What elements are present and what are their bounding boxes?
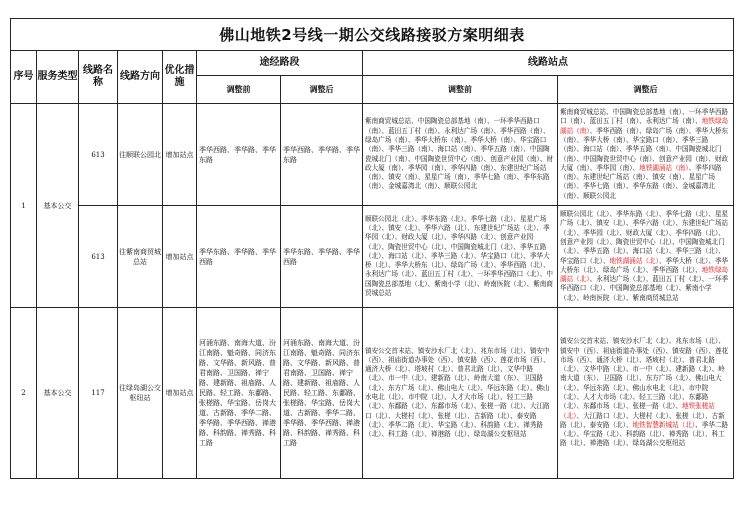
route-direction: 往顺联公园北: [118, 104, 163, 206]
route-number: 117: [79, 308, 118, 479]
connection-plan-table: [10, 18, 734, 479]
optimization-measure: 增加站点: [163, 206, 197, 308]
new-metro-station-text: 地铁绿岛湖站（北）: [560, 265, 729, 284]
new-metro-station-text: 地铁湖涌站（北）: [609, 256, 659, 265]
header-stations: 线路站点: [363, 51, 734, 76]
stations-after-text: [560, 337, 731, 449]
via-roads-after-text: 季华西路、季华路、季华东路: [283, 145, 360, 164]
row-index: 1: [11, 104, 37, 308]
row-service-type: 基本公交: [37, 308, 79, 479]
via-roads-after: [281, 308, 363, 479]
route-direction: 往紫南商贸城总站: [118, 206, 163, 308]
header-stations-after: 调整后: [558, 76, 734, 104]
station-text: 、季华二路（北）、华宝路（北）、科韵路（北）、禅秀路（北）、科工路（北）、禅港路（北）、绿岛湖公交枢纽站: [560, 420, 729, 448]
route-number: 613: [79, 104, 118, 206]
stations-after: [558, 308, 734, 479]
new-metro-station-text: 地铁智慧新城站（北）: [632, 420, 696, 429]
via-roads-before: [197, 206, 281, 308]
header-stations-before: 调整前: [363, 76, 558, 104]
route-number: 613: [79, 206, 118, 308]
station-text: 、季华四路（南）、东建世纪广场站（南）、镇安（南）、星星广场（南）、季华七路（南）、季华东路（南）、金城嘉湾北（南）、顺联公园北: [560, 163, 722, 200]
via-roads-before-text: 河涌东路、南海大道、汾江南路、魁奇路、同济东路、文华路、新风路、普君南路、卫国路、禅宁路、建新路、祖庙路、人民路、轻工路、东鄱路、张槎路、华宝路、岳岗大道、古新路、季华二路、季华路、季华西路、禅港路、科韵路、禅秀路、科工路: [199, 339, 276, 447]
via-roads-after-text: 河涌东路、南海大道、汾江南路、魁奇路、同济东路、文华路、新风路、普君南路、卫国路、禅宁路、建新路、祖庙路、人民路、轻工路、东鄱路、张槎路、华宝路、岳岗大道、古新路、季华二路、季华路、季华西路、禅港路、科韵路、禅秀路、科工路: [283, 339, 360, 447]
via-roads-after: [281, 206, 363, 308]
header-via-before: 调整前: [197, 76, 281, 104]
header-via-roads: 途经路段: [197, 51, 363, 76]
stations-before-text: 顺联公园北（北）、季华东路（北）、季华七路（北）、星星广场（北）、镇安（北）、季华六路（北）、东建世纪广场站（北）、季华园（北）、财政大厦（北）、季华四路（北）、创意产业园（北）、陶瓷世贸中心（北）、中国陶瓷城北门（北）、季华五路（北）、海口站（北）、季华三路（北）、华宝路口（北）、季华大桥（北）、季华大桥东（北）、绿岛广场（北）、季华西路（北）、永利达广场（北）、蓝田五丁村（北）、一环季华西路口（北）、中国陶瓷总部基地（北）、紫南小学（北）、岭南医院（北）、紫南商贸城总站: [365, 214, 553, 298]
via-roads-before: [197, 308, 281, 479]
row-service-type: 基本公交: [37, 104, 79, 308]
header-via-after: 调整后: [281, 76, 363, 104]
optimization-measure: 增加站点: [163, 308, 197, 479]
header-direction: 线路方向: [118, 51, 163, 104]
station-text: 、季华大桥（北）、季华大桥东（北）、绿岛广场（北）、季华西路（北）、: [560, 256, 729, 274]
stations-before-text: 紫南商贸城总站、中国陶瓷总部基地（南）、一环季华西路口（南）、蓝田五丁村（南）、永利达广场（南）、季华西路（南）、绿岛广场（南）、季华大桥东（南）、季华大桥（南）、华宝路口（南）、季华三路（南）、海口站（南）、季华五路（南）、中国陶瓷城北门（南）、中国陶瓷世贸中心（南）、创意产业园（南）、财政大厦（南）、季华园（南）、季华四路（南）、东建世纪广场站（南）、镇安（南）、星星广场（南）、季华七路（南）、季华东路（南）、金城嘉湾北（南）、顺联公园北: [365, 117, 553, 191]
stations-before: [363, 104, 558, 206]
new-metro-station-text: 地铁湖涌站（南）: [639, 163, 689, 172]
via-roads-after-text: 季华东路、季华路、季华西路: [283, 247, 360, 266]
optimization-measure: 增加站点: [163, 104, 197, 206]
stations-after: [558, 104, 734, 206]
header-service-type: 服务类型: [37, 51, 79, 104]
header-index: 序号: [11, 51, 37, 104]
stations-before: [363, 206, 558, 308]
header-route-name: 线路名称: [79, 51, 118, 104]
station-text: 顺联公园北（北）、季华东路（北）、季华七路（北）、星星广场（北）、镇安（北）、季华六路（北）、东建世纪广场站（北）、季华园（北）、财政大厦（北）、季华四路（北）、创意产业园（北）、陶瓷世贸中心（北）、中国陶瓷城北门（北）、季华五路（北）、海口站（北）、季华三路（北）、华宝路口（北）、: [560, 210, 729, 265]
route-direction: 往绿岛湖公交枢纽站: [118, 308, 163, 479]
new-metro-station-text: 地铁张槎站（北）: [560, 402, 715, 420]
stations-after: [558, 206, 734, 308]
via-roads-before-text: 季华西路、季华路、季华东路: [199, 145, 276, 164]
station-text: 、季华西路（南）、绿岛广场（南）、季华大桥东（南）、季华大桥（南）、华宝路口（南）、季华三路（南）、海口站（南）、季华五路（南）、中国陶瓷城北门（南）、中国陶瓷世贸中心（南）、创意产业园（南）、财政大厦（南）、季华园（南）、: [560, 126, 729, 172]
station-text: 紫南商贸城总站、中国陶瓷总部基地（南）、一环季华西路口（南）、蓝田五丁村（南）、永利达广场（南）、: [560, 108, 729, 126]
stations-before: [363, 308, 558, 479]
header-measure: 优化措施: [163, 51, 197, 104]
station-text: 、永利达广场（北）、蓝田五丁村（北）、一环季华西路口（北）、中国陶瓷总部基地（北）、紫南小学（北）、岭南医院（北）、紫南商贸城总站: [560, 275, 729, 302]
stations-after-text: [560, 108, 731, 201]
via-roads-before-text: 季华东路、季华路、季华西路: [199, 247, 276, 266]
station-text: 、大江路口（北）、大槎村（北）、张槎（北）、古新路（北）、泰安路（北）、: [560, 411, 725, 429]
new-metro-station-text: 地铁绿岛湖站（南）: [560, 117, 729, 135]
stations-after-text: [560, 210, 731, 303]
table-title: 佛山地铁2号线一期公交线路接驳方案明细表: [11, 19, 734, 51]
via-roads-after: [281, 104, 363, 206]
station-text: 镇安公交首末站、镇安沙水厂北（北）、兆东市场（北）、镇安中（西）、祖庙街道办事处（西）、镇安路（西）、莲花市场（西）、通济大桥（北）、塔坡村（北）、普君北路（北）、文华中路（北）、市一中（北）、建新路（北）、岭南大道（东）、卫国路（北）、东方广场（北）、佛山电大（北）、华远东路（北）、佛山水电北（北）、市中院（北）、人才大市场（北）、轻工三路（北）、东鄱路（北）、东鄱市场（北）、张槎一路（北）、: [560, 337, 729, 411]
stations-before-text: 镇安公交首末站、镇安沙水厂北（北）、兆东市场（北）、镇安中（西）、祖庙街道办事处（西）、镇安路（西）、莲花市场（西）、通济大桥（北）、塔坡村（北）、普君北路（北）、文华中路（北）、市一中（北）、建新路（北）、岭南大道（东）、卫国路（北）、东方广场（北）、佛山电大（北）、华远东路（北）、佛山水电北（北）、市中院（北）、人才大市场（北）、轻工三路（北）、东鄱路（北）、东鄱市场（北）、张槎一路（北）、大江路口（北）、大槎村（北）、张槎（北）、古新路（北）、泰安路（北）、季华二路（北）、华宝路（北）、科韵路（北）、禅秀路（北）、科工路（北）、禅港路（北）、绿岛湖公交枢纽站: [365, 346, 550, 439]
via-roads-before: [197, 104, 281, 206]
row-index: 2: [11, 308, 37, 479]
